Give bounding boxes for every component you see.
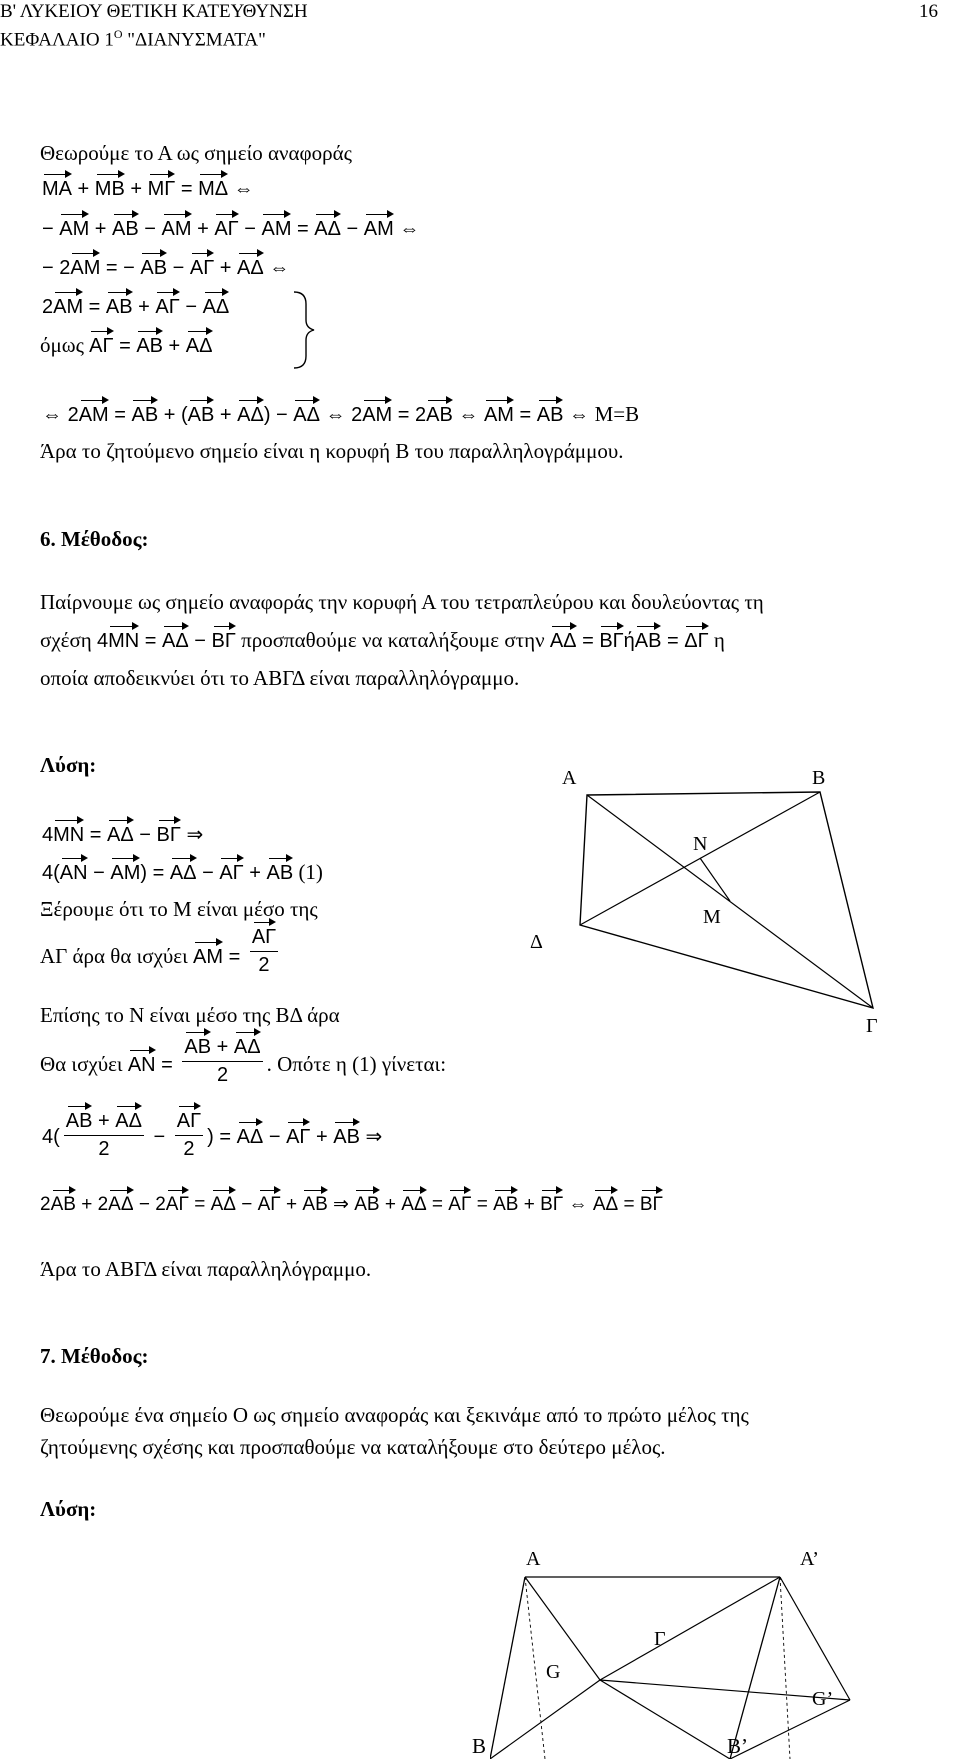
- segment-b-g: [490, 1680, 600, 1759]
- sec6-paragraph-line-2: σχέση 4ΜΝ = ΑΔ − ΒΓ προσπαθούμε να καταλήξουμε στην ΑΔ = ΒΓήΑΒ = ΔΓ η: [40, 628, 725, 652]
- sec6-paragraph-line-1: Παίρνουμε ως σημείο αναφοράς την κορυφή Α του τετραπλεύρου και δουλεύοντας τη: [40, 590, 764, 614]
- system-brace: [292, 290, 316, 370]
- sec7-heading: 7. Μέθοδος:: [40, 1344, 149, 1368]
- point-label-b: Β: [472, 1734, 487, 1758]
- sec6-step-1: 4ΜΝ = ΑΔ − ΒΓ ⇒: [42, 824, 204, 846]
- segment-a-g: [525, 1577, 600, 1680]
- vertex-label-b: Β: [812, 770, 826, 789]
- sec7-paragraph-line-2: ζητούμενης σχέσης και προσπαθούμε να καταλήξουμε στο δεύτερο μέλος.: [40, 1435, 666, 1459]
- point-label-gamma: Γ: [654, 1628, 666, 1650]
- sec5-eq5: όμως ΑΓ = ΑΒ + ΑΔ: [40, 333, 213, 357]
- point-label-a: Α: [526, 1548, 541, 1570]
- quadrilateral-figure: [520, 770, 920, 1040]
- sec5-eq2: − ΑΜ + ΑΒ − ΑΜ + ΑΓ − ΑΜ = ΑΔ − ΑΜ ⇔: [42, 218, 420, 240]
- header-line-2: ΚΕΦΑΛΑΙΟ $1^O$ "ΔΙΑΝΥΣΜΑΤΑ": [0, 27, 266, 51]
- point-label-centroid-g: G: [546, 1661, 561, 1683]
- page-number: 16: [919, 1, 938, 22]
- vertex-label-d: Δ: [530, 931, 543, 953]
- sec6-step-4: ΑΓ άρα θα ισχύει ΑΜ = $\frac{A\Gamma}{2}$: [40, 926, 277, 976]
- sec6-heading: 6. Μέθοδος:: [40, 527, 149, 551]
- segment-a2-g: [600, 1577, 780, 1680]
- vertex-label-a: Α: [562, 770, 577, 789]
- sec5-intro: Θεωρούμε το Α ως σημείο αναφοράς: [40, 141, 352, 165]
- point-label-m: Μ: [703, 906, 721, 928]
- sec7-solution-heading: Λύση:: [40, 1497, 97, 1521]
- sec5-eq1: ΜΑ + ΜΒ + ΜΓ = ΜΔ ⇔: [42, 178, 254, 200]
- sec6-conclusion: Άρα το ΑΒΓΔ είναι παραλληλόγραμμο.: [40, 1257, 372, 1281]
- sec6-step-5: Επίσης το Ν είναι μέσο της ΒΔ άρα: [40, 1003, 340, 1027]
- header-line-1: Β' ΛΥΚΕΙΟΥ ΘΕΤΙΚΗ ΚΑΤΕΥΘΥΝΣΗ: [0, 1, 308, 22]
- sec6-step-6: Θα ισχύει ΑΝ = $\frac{AB + A\Delta}{2}$ . Οπότε η (1) γίνεται:: [40, 1036, 447, 1086]
- segment-mn: [700, 858, 730, 901]
- point-label-a-prime: Α’: [800, 1548, 819, 1570]
- triangles-figure: [490, 1545, 930, 1759]
- sec6-step-8: 2ΑΒ + 2ΑΔ − 2ΑΓ = ΑΔ − ΑΓ + ΑΒ ⇒ ΑΒ + ΑΔ = ΑΓ = ΑΒ + ΒΓ ⇔ ΑΔ = ΒΓ: [40, 1194, 663, 1215]
- point-label-centroid-g-prime: G’: [812, 1688, 834, 1710]
- segment-b2-g: [600, 1680, 730, 1759]
- sec5-conclusion: Άρα το ζητούμενο σημείο είναι η κορυφή Β του παραλληλογράμμου.: [40, 439, 624, 463]
- sec5-eq3: − 2ΑΜ = − ΑΒ − ΑΓ + ΑΔ ⇔: [42, 257, 290, 279]
- sec6-step-3: Ξέρουμε ότι το Μ είναι μέσο της: [40, 897, 318, 921]
- segment-a2-extension: [780, 1577, 850, 1700]
- diagonal-ag: [587, 795, 873, 1008]
- segment-a2-b2: [730, 1577, 780, 1759]
- point-label-b-prime: Β’: [727, 1734, 748, 1758]
- point-label-n: Ν: [693, 833, 708, 855]
- sec6-step-7: 4( $\frac{AB + A\Delta}{2}$ − $\frac{A\Gamma}{2}$ ) = ΑΔ − ΑΓ + ΑΒ ⇒: [42, 1110, 383, 1160]
- segment-a-b: [490, 1577, 525, 1759]
- sec7-paragraph-line-1: Θεωρούμε ένα σημείο Ο ως σημείο αναφοράς και ξεκινάμε από το πρώτο μέλος της: [40, 1403, 749, 1427]
- sec5-eq4: 2ΑΜ = ΑΒ + ΑΓ − ΑΔ: [42, 296, 230, 318]
- sec6-solution-heading: Λύση:: [40, 753, 97, 777]
- sec5-eq6: ⇔ 2ΑΜ = ΑΒ + (ΑΒ + ΑΔ) − ΑΔ ⇔ 2ΑΜ = 2ΑΒ ⇔ ΑΜ = ΑΒ ⇔ Μ=Β: [42, 402, 640, 426]
- sec6-step-2: 4(ΑΝ − ΑΜ) = ΑΔ − ΑΓ + ΑΒ (1): [42, 860, 323, 884]
- sec6-paragraph-line-3: οποία αποδεικνύει ότι το ΑΒΓΔ είναι παραλληλόγραμμο.: [40, 666, 520, 690]
- vertex-label-g: Γ: [866, 1015, 878, 1037]
